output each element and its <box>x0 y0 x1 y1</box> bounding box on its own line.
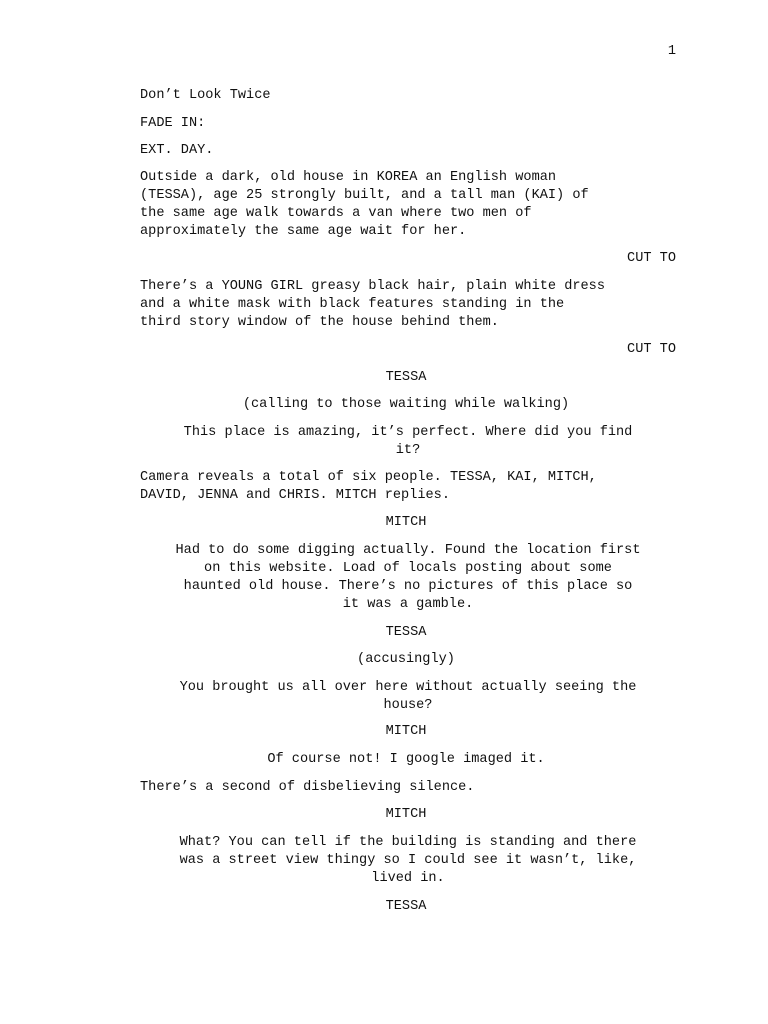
transition-fade-in: FADE IN: <box>140 116 206 131</box>
action-line: There’s a second of disbelieving silence. <box>140 780 475 795</box>
character-name: MITCH <box>385 724 427 739</box>
transition-cut-to: CUT TO <box>627 251 676 266</box>
character-name: TESSA <box>385 370 427 385</box>
dialogue: You brought us all over here without actually seeing the house? <box>179 680 637 713</box>
dialogue: This place is amazing, it’s perfect. Where did you find it? <box>183 425 633 458</box>
character-name: TESSA <box>385 625 427 640</box>
dialogue: Had to do some digging actually. Found the location first on this website. Load of locals posting about some haunted old house. There’s no pictures of this place so it was a gamble. <box>175 543 641 612</box>
dialogue: Of course not! I google imaged it. <box>267 752 545 767</box>
scene-heading: EXT. DAY. <box>140 143 214 158</box>
action-line: Outside a dark, old house in KOREA an English woman (TESSA), age 25 strongly built, and a tall man (KAI) of the same age walk towards a van where two men of approximately the same age wait for her. <box>140 170 589 239</box>
parenthetical: (calling to those waiting while walking) <box>242 397 570 412</box>
dialogue: What? You can tell if the building is standing and there was a street view thingy so I could see it wasn’t, like, lived in. <box>179 835 637 886</box>
script-title: Don’t Look Twice <box>140 88 271 103</box>
transition-cut-to: CUT TO <box>627 342 676 357</box>
page-number: 1 <box>667 44 676 59</box>
character-name: MITCH <box>385 515 427 530</box>
parenthetical: (accusingly) <box>357 652 455 667</box>
character-name: TESSA <box>385 899 427 914</box>
action-line: Camera reveals a total of six people. TESSA, KAI, MITCH, DAVID, JENNA and CHRIS. MITCH replies. <box>140 470 597 503</box>
action-line: There’s a YOUNG GIRL greasy black hair, plain white dress and a white mask with black features standing in the third story window of the house behind them. <box>140 279 605 330</box>
character-name: MITCH <box>385 807 427 822</box>
